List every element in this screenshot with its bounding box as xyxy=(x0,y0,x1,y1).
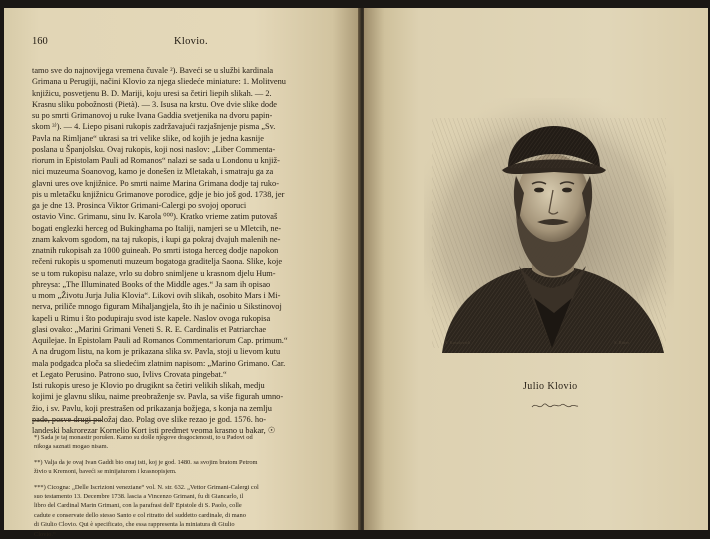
body-line: nerva, priliče mnogo figuram Mihaljangjela, što ih je načinio u Sikstinovoj xyxy=(32,302,282,312)
body-line: kapeli u Rimu i što podupiraju svod iste kapele. Naslov ovoga rukopisa xyxy=(32,313,271,323)
footnote-line: libro del Cardinal Marin Grimani, con la parafrasi dell' Epistole di S. Paolo, colle xyxy=(34,502,242,510)
body-line: u mom „Životu Jurja Julia Klovia“. Likovi ovih slikah, osobito Mars i Mi- xyxy=(32,291,281,300)
book-spread xyxy=(4,8,708,538)
footnote xyxy=(34,433,356,452)
body-line: se u tom rukopisu nalaze, vrlo su dobro snimljene u krasnom djelu Hum- xyxy=(32,268,276,278)
body-line: kojimi je glavnu sliku, naime preobraženje sv. Pavla, sa više figurah umno- xyxy=(32,392,284,402)
body-line: A na drugom listu, na kom je prikazana slika sv. Pavla, stoji u lievom kutu xyxy=(32,347,281,357)
footnotes xyxy=(34,433,356,539)
running-head: Klovio. xyxy=(174,36,208,47)
body-line: skom ³⁾). — 4. Liepo pisani rukopis zadržavajući razjašnjenje pisma „Sv. xyxy=(32,122,276,132)
body-line: ostavio Vinc. Grimanu, sinu Iv. Karola ⁰⁰⁰). Kratko vrieme zatim putovaš xyxy=(32,212,278,222)
page-header xyxy=(32,36,332,50)
body-line: Grimana u Perugiji, načini Klovio za njega sliedeće miniature: 1. Molitvenu xyxy=(32,77,286,87)
portrait-caption: Julio Klovio xyxy=(523,381,578,392)
body-line: Aquilejae. In Epistolam Pauli ad Romanos Commentariorum Cap. primum.“ xyxy=(32,336,288,345)
footnote xyxy=(34,483,356,539)
footnote-rule xyxy=(32,420,102,421)
footnote-line: suo testamento 13. Decembre 1738. lascia a Vincenzo Grimani, fu di Giancarlo, il xyxy=(34,492,244,500)
body-line: phreysa: „The Illuminated Books of the Middle ages.“ Ja sam ih opisao xyxy=(32,279,271,289)
svg-text:S. Ritter: S. Ritter xyxy=(614,340,630,345)
footnote-line: nikoga saznati mogao nisam. xyxy=(34,443,109,451)
portrait-image xyxy=(424,98,674,353)
body-line: poslana u Španjolsku. Ovaj rukopis, koji nosi naslov: „Liber Commenta- xyxy=(32,144,276,154)
footnote-line: živio u Kremoni, baveći se minijaturom i krasnopisjem. xyxy=(34,468,177,476)
body-line: Krasnu sliku pobožnosti (Pietà). — 3. Isusa na krstu. Ove dvie slike dođe xyxy=(32,99,277,109)
body-line: nici muzeuma Soanovog, kamo je donešen iz Mletakah, i smatraju ga za xyxy=(32,167,274,177)
footnote-line: **) Valja da je ovaj Ivan Gaddi bio onaj isti, koj je god. 1480. sa svojim bratom Petrom xyxy=(34,458,258,466)
signature-mark xyxy=(530,398,580,412)
body-line: et Legato Perusino. Patrono suo, Ivlivs Crovata pingebat.“ xyxy=(32,369,227,379)
body-line: znam kakvom sgodom, na taj rukopis, i kupi ga pokraj dvajuh malenih ne- xyxy=(32,234,281,244)
footnote-line: *) Sada je taj monastir porušen. Kamo su došle njegove dragocienosti, to u Padovi od xyxy=(34,434,253,441)
body-line: mala podgadca ploča sa sliedećim zlatnim napisom: „Marino Grimano. Car. xyxy=(32,358,286,368)
portrait-engraving xyxy=(424,98,674,353)
svg-text:N. Kosolovich: N. Kosolovich xyxy=(444,340,471,345)
footnote-line: ***) Cicogna: „Delle Iscrizioni veneziane“ vol. N. str. 632. „Vettor Grimani-Calergi col xyxy=(34,483,259,491)
body-line: knjižicu, posvetjenu B. D. Mariji, koju uresi sa četiri liepih slikah. — 2. xyxy=(32,88,272,98)
body-line: glavni ures ove knjižnice. Po smrti naime Marina Grimana dodje taj ruko- xyxy=(32,178,280,188)
body-line: tamo sve do najnovijega vremena čuvale ²). Baveći se u službi kardinala xyxy=(32,66,274,75)
body-line: Pavla na Rimljane“ ukrasi sa tri velike slike, od kojih je jedna kasnije xyxy=(32,133,264,143)
footnote-line: Clovio.“ xyxy=(34,530,56,538)
body-line: riorum in Epistolam Pauli ad Romanos“ nalazi se sada u Londonu u knjiž- xyxy=(32,156,280,165)
body-line: glasi ovako: „Marini Grimani Veneti S. R. E. Cardinalis et Patriarchae xyxy=(32,324,267,334)
body-line: žio, i sv. Pavlu, koji prestrašen od prikazanja božjega, s konja na zemlju xyxy=(32,403,272,413)
body-line: bogati englezki herceg od Bukinghama po Italiji, namjeri se u Mletcih, ne- xyxy=(32,223,282,233)
body-line: znatnih rukopisah za 1000 guineah. Po smrti istoga herceg dodje napokon xyxy=(32,246,279,255)
left-page xyxy=(4,8,361,538)
page-number: 160 xyxy=(32,36,48,47)
footnote xyxy=(34,458,356,477)
body-line: pade, posve drugi položaj dao. Polag ove slike rezao je god. 1576. ho- xyxy=(32,414,267,424)
body-line: Isti rukopis ureso je Klovio po drugiknt sa četiri velikih slikah, medju xyxy=(32,381,265,390)
footnote-line: di Giulio Clovio. Qui è specificato, che essa rappresenta la miniatura di Giulio xyxy=(34,521,235,529)
right-page xyxy=(364,8,708,530)
body-line: landeski bakrorezar Kornelio Kort isti predmet veoma krasno u bakar, ☉ xyxy=(32,426,276,435)
body-line: rečeni rukopis u spomenuti muzeum bogatoga graditelja Saona. Slike, koje xyxy=(32,257,283,267)
body-line: su po smrti Grimanovoj u ruke Ivana Gaddia svetjenika na dvoru papin- xyxy=(32,111,273,120)
body-line: pis u mletačku knjižnicu Grimanove porodice, gdje je bio još god. 1738, jer xyxy=(32,189,285,199)
footnote-line: cadute e conservate dello stesso Santo e col ritratto del suddetto cardinale, di mano xyxy=(34,511,246,519)
body-text xyxy=(32,65,352,436)
body-line: ga je dne 13. Prosinca Viktor Grimani-Calergi po svojoj oporuci xyxy=(32,201,247,210)
